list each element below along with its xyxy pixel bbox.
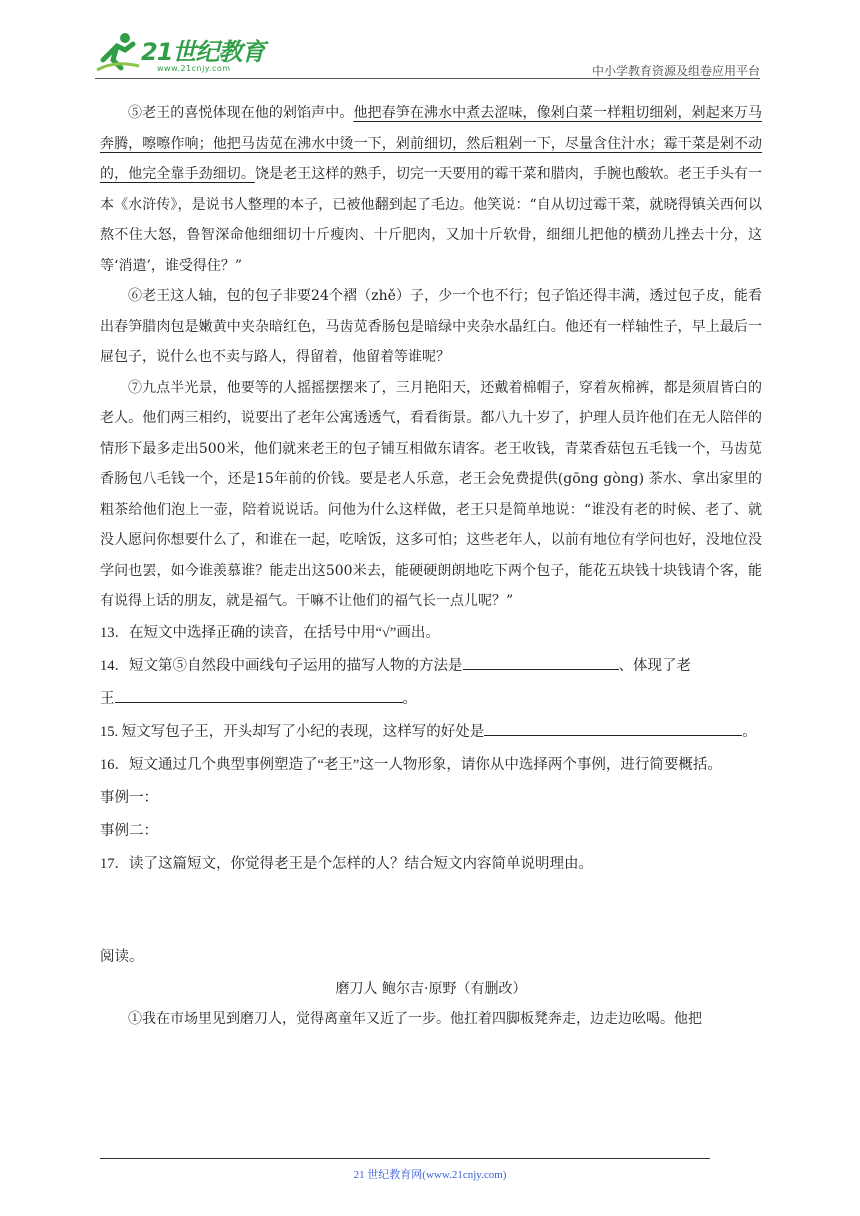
question-16: 16．短文通过几个典型事例塑造了“老王”这一人物形象，请你从中选择两个事例，进行简要概括。 [100,756,722,773]
question-15 [100,716,762,749]
site-logo[interactable] [95,30,265,78]
answer-blank-14a[interactable] [463,655,619,670]
logo-text: 21世纪教育 [141,38,265,66]
header-divider [95,78,760,79]
paragraph-5 [100,98,762,281]
question-15-end: 。 [742,723,757,740]
paragraph-6: ⑥老王这人轴，包的包子非要24个褶（zhě）子，少一个也不行；包子馅还得丰满，透过包子皮，能看出春笋腊肉包是嫩黄中夹杂暗红色，马齿苋香肠包是暗绿中夹杂水晶红白。他还有一样轴性子，早上最后一屉包子，说什么也不卖与路人，得留着，他留着等谁呢？ [100,288,762,365]
footer-divider [100,1158,710,1159]
reading-paragraph-1: ①我在市场里见到磨刀人，觉得离童年又近了一步。他扛着四脚板凳奔走，边走边吆喝。他把 [128,1010,702,1027]
paragraph-7: ⑦九点半光景，他要等的人摇摇摆摆来了，三月艳阳天，还戴着棉帽子，穿着灰棉裤，都是须眉皆白的老人。他们两三相约，说要出了老年公寓透透气，看看街景。都八九十岁了，护理人员许他们在无人陪伴的情形下最多走出500米，他们就来老王的包子铺互相做东请客。老王收钱，青菜香菇包五毛钱一个，马齿苋香肠包八毛钱一个，还是15年前的价钱。要是老人乐意，老王会免费提供(gōng gòng) 茶水、拿出家里的粗茶给他们泡上一壶，陪着说说话。问他为什么这样做，老王只是简单地说：“谁没有老的时候、老了、就没人愿问你想要什么了，和谁在一起，吃啥饭，这多可怕；这些老年人，以前有地位有学问也好，没地位没学问也罢，如今谁羡慕谁？能走出这500米去，能硬硬朗朗地吃下两个包子，能花五块钱十块钱请个客，能有说得上话的朋友，就是福气。干嘛不让他们的福气长一点儿呢？” [100,379,762,609]
example-2: 事例二： [100,822,158,839]
question-14-text-3: 王 [100,690,115,707]
underlined-sentence: 他把春笋在沸水中煮去涩味，像剁白菜一样粗切细剁，剁起来万马奔腾，嚓嚓作响；他把马齿苋在沸水中烫一下，剁前细切，然后粗剁一下，尽量含住汁水；霉干菜是剁不动的，他完全靠手劲细切。 [100,105,763,182]
question-14-cont [100,683,762,716]
question-15-text: 15. 短文写包子王，开头却写了小纪的表现，这样写的好处是 [100,723,485,740]
logo-url: www.21cnjy.com [157,64,231,73]
question-14-text: 14．短文第⑤自然段中画线句子运用的描写人物的方法是 [100,657,463,674]
runner-logo-icon [95,30,141,76]
question-13: 13．在短文中选择正确的读音，在括号中用“√”画出。 [100,624,440,641]
question-14 [100,650,762,683]
platform-name: 中小学教育资源及组卷应用平台 [591,64,760,78]
example-1: 事例一： [100,789,158,806]
question-14-end: 。 [402,690,417,707]
paragraph-5-rest: 饶是老王这样的熟手，切完一天要用的霉干菜和腊肉，手腕也酸软。老王手头有一本《水浒传》，是说书人整理的本子，已被他翻到起了毛边。他笑说：“自从切过霉干菜，就晓得镇关西何以熬不住大怒，鲁智深命他细细切十斤瘦肉、十斤肥肉，又加十斤软骨，细细儿把他的横劲儿挫去十分，这等‘消遣’，谁受得住？” [100,166,763,274]
question-14-text-2: 、体现了老 [618,657,691,674]
footer-text[interactable]: 21 世纪教育网(www.21cnjy.com) [353,1169,507,1181]
reading-title: 磨刀人 鲍尔吉·原野（有删改） [335,980,527,997]
answer-blank-14b[interactable] [115,688,403,703]
spacer [100,881,762,941]
answer-blank-15[interactable] [484,721,742,736]
page-header [95,30,760,80]
question-17: 17．读了这篇短文，你觉得老王是个怎样的人？结合短文内容简单说明理由。 [100,855,593,872]
paragraph-5-lead: ⑤老王的喜悦体现在他的剁馅声中。 [128,105,354,121]
document-body [100,98,762,1034]
reading-label: 阅读。 [100,948,144,965]
